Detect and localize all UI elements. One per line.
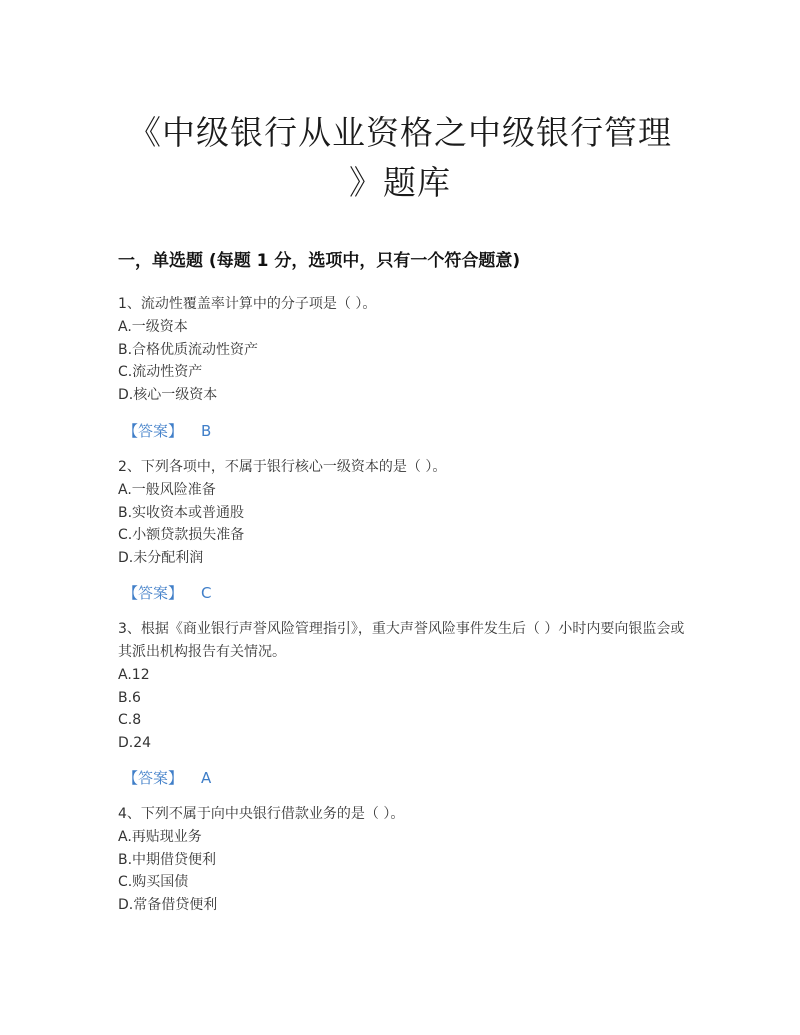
question-text: 3、根据《商业银行声誉风险管理指引》，重大声誉风险事件发生后（ ）小时内要向银监会或其派出机构报告有关情况。 bbox=[118, 621, 685, 660]
option-c: C.8 bbox=[118, 712, 142, 728]
option-b: B.6 bbox=[118, 689, 141, 706]
option-b: B.实收资本或普通股 bbox=[118, 504, 245, 521]
section-heading: 一，单选题 (每题 1 分，选项中，只有一个符合题意) bbox=[118, 251, 521, 271]
answer-value: C bbox=[201, 584, 212, 602]
answer-label: 【答案】 bbox=[123, 584, 184, 602]
document-title bbox=[0, 108, 800, 208]
option-a: A.一级资本 bbox=[118, 319, 188, 335]
option-a: A.再贴现业务 bbox=[118, 829, 202, 845]
question-4 bbox=[118, 803, 693, 916]
question-text: 4、下列不属于向中央银行借款业务的是（ ）。 bbox=[118, 806, 405, 822]
question-2 bbox=[118, 456, 693, 569]
answer-1 bbox=[123, 420, 211, 441]
option-c: C.小额贷款损失准备 bbox=[118, 527, 245, 543]
option-d: D.未分配利润 bbox=[118, 549, 204, 566]
question-3 bbox=[118, 618, 693, 754]
title-line-2: 》题库 bbox=[349, 163, 451, 202]
option-d: D.常备借贷便利 bbox=[118, 896, 218, 913]
option-b: B.中期借贷便利 bbox=[118, 851, 217, 868]
question-text: 2、下列各项中，不属于银行核心一级资本的是（ ）。 bbox=[118, 459, 447, 475]
answer-label: 【答案】 bbox=[123, 769, 184, 787]
answer-2 bbox=[123, 582, 212, 603]
answer-value: A bbox=[201, 769, 212, 787]
option-c: C.流动性资产 bbox=[118, 364, 203, 380]
option-d: D.核心一级资本 bbox=[118, 386, 218, 403]
option-a: A.12 bbox=[118, 667, 150, 683]
option-c: C.购买国债 bbox=[118, 874, 189, 890]
option-d: D.24 bbox=[118, 734, 152, 751]
title-line-1: 《中级银行从业资格之中级银行管理 bbox=[128, 113, 672, 152]
question-1 bbox=[118, 293, 693, 406]
answer-3 bbox=[123, 767, 211, 788]
answer-value: B bbox=[201, 422, 212, 440]
option-a: A.一般风险准备 bbox=[118, 482, 216, 498]
question-text: 1、流动性覆盖率计算中的分子项是（ ）。 bbox=[118, 296, 377, 312]
answer-label: 【答案】 bbox=[123, 422, 184, 440]
option-b: B.合格优质流动性资产 bbox=[118, 341, 259, 358]
